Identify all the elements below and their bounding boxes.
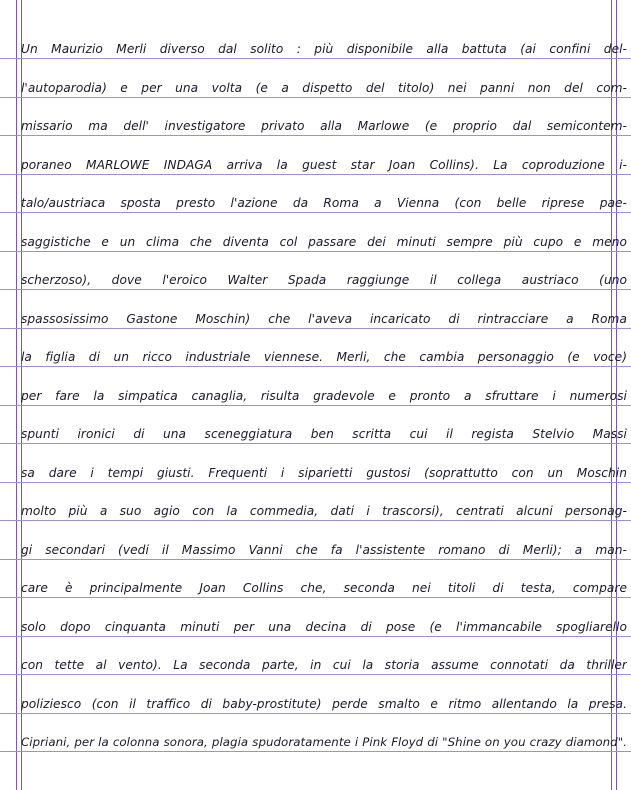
ruled-line [0,135,631,136]
ruled-line [0,443,631,444]
ruled-line [0,328,631,329]
text-line: spunti ironici di una sceneggiatura ben scritta cui il regista Stelvio Massi [21,427,627,441]
text-line: talo/austriaca sposta presto l'azione da Roma a Vienna (con belle riprese pae- [21,196,627,210]
ruled-line [0,674,631,675]
text-line: per fare la simpatica canaglia, risulta gradevole e pronto a sfruttare i numerosi [21,389,627,403]
ruled-line [0,482,631,483]
text-line: missario ma dell' investigatore privato alla Marlowe (e proprio dal semicontem- [21,119,627,133]
text-line: l'autoparodia) e per una volta (e a dispetto del titolo) nei panni non del com- [21,81,627,95]
left-margin-line [16,0,17,790]
text-line: molto più a suo agio con la commedia, dati i trascorsi), centrati alcuni personag- [21,504,627,518]
ruled-line [0,597,631,598]
ruled-line [0,212,631,213]
ruled-line [0,174,631,175]
text-line: scherzoso), dove l'eroico Walter Spada raggiunge il collega austriaco (uno [21,273,627,287]
ruled-line [0,366,631,367]
text-line: solo dopo cinquanta minuti per una decina di pose (e l'immancabile spogliarello [21,620,627,634]
ruled-line [0,289,631,290]
text-line: saggistiche e un clima che diventa col passare dei minuti sempre più cupo e meno [21,235,627,249]
ruled-line [0,559,631,560]
ruled-line [0,636,631,637]
ruled-line [0,520,631,521]
text-line: poliziesco (con il traffico di baby-prostitute) perde smalto e ritmo allentando la presa. [21,697,627,711]
ruled-line [0,97,631,98]
text-line: con tette al vento). La seconda parte, in cui la storia assume connotati da thriller [21,658,627,672]
text-line: spassosissimo Gastone Moschin) che l'aveva incaricato di rintracciare a Roma [21,312,627,326]
text-line: Un Maurizio Merli diverso dal solito : più disponibile alla battuta (ai confini del- [21,42,627,56]
text-line: la figlia di un ricco industriale viennese. Merli, che cambia personaggio (e voce) [21,350,627,364]
ruled-line [0,713,631,714]
ruled-line [0,251,631,252]
text-line: care è principalmente Joan Collins che, seconda nei titoli di testa, compare [21,581,627,595]
ruled-line [0,58,631,59]
ruled-line [0,405,631,406]
text-line: Cipriani, per la colonna sonora, plagia spudoratamente i Pink Floyd di "Shine on you crazy diamond". [21,735,627,749]
text-line: poraneo MARLOWE INDAGA arriva la guest star Joan Collins). La coproduzione i- [21,158,627,172]
text-line: sa dare i tempi giusti. Frequenti i siparietti gustosi (soprattutto con un Moschin [21,466,627,480]
ruled-line [0,751,631,752]
text-line: gi secondari (vedi il Massimo Vanni che fa l'assistente romano di Merli); a man- [21,543,627,557]
